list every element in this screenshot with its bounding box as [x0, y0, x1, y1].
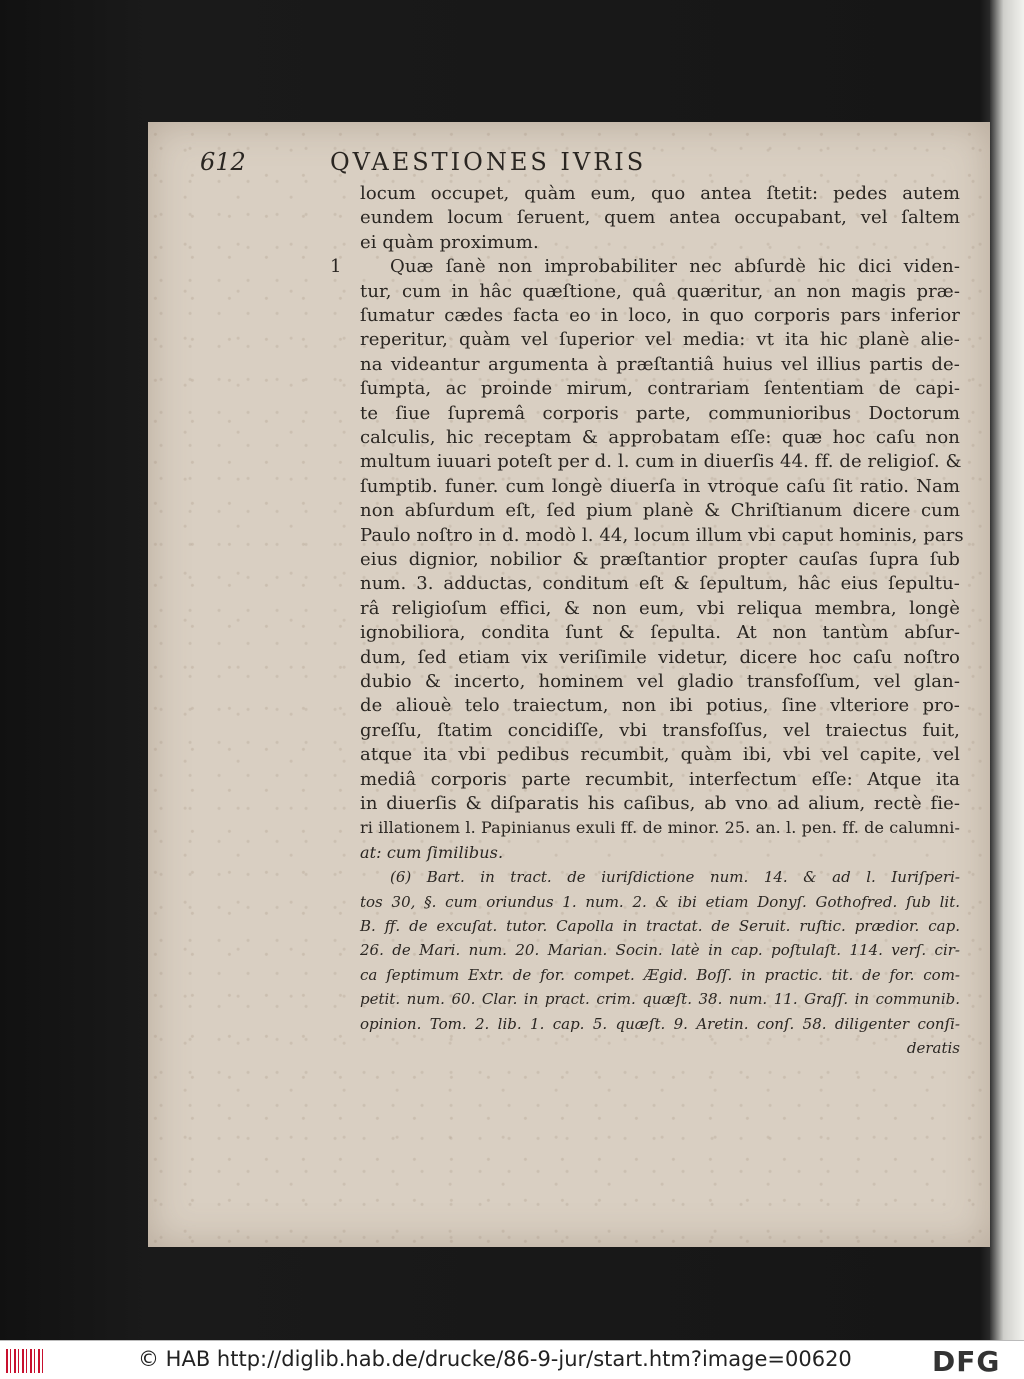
text-line: atque ita vbi pedibus recumbit, quàm ibi, vbi vel capite, vel — [360, 744, 960, 766]
note-line: opinion. Tom. 2. lib. 1. cap. 5. quæſt. 9. Aretin. conſ. 58. diligenter conſi- — [360, 1014, 960, 1033]
note-line: petit. num. 60. Clar. in pract. crim. quæſt. 38. num. 11. Graſſ. in communib. — [360, 990, 960, 1009]
note-line: tos 30, §. cum oriundus 1. num. 2. & ibi etiam Donyſ. Gothofred. ſub lit. — [360, 892, 960, 911]
text-line: non abſurdum eſt, ſed pium planè & Chriſtianum dicere cum — [360, 500, 960, 522]
adjacent-page-edge — [990, 0, 1024, 1340]
text-line: multum iuuari poteſt per d. l. cum in diuerſis 44. ff. de religioſ. & — [360, 451, 962, 473]
page-number: 612 — [200, 148, 246, 176]
text-line: ſumptib. funer. cum longè diuerſa in vtroque caſu ſit ratio. Nam — [360, 475, 960, 497]
text-line: ri illationem l. Papinianus exuli ff. de minor. 25. an. l. pen. ff. de calumni- — [360, 818, 960, 838]
text-line: ſumpta, ac proinde mirum, contrariam ſententiam de capi- — [360, 378, 960, 400]
note-line: ca ſeptimum Extr. de for. compet. Ægid. Boſſ. in practic. tit. de for. com- — [360, 965, 960, 984]
note-line: B. ff. de excuſat. tutor. Capolla in tractat. de Seruit. ruſtic. prædior. cap. — [360, 917, 960, 935]
text-line: de aliouè telo traiectum, non ibi potius, ſine vlteriore pro- — [360, 695, 960, 717]
text-line: calculis, hic receptam & approbatam eſſe: quæ hoc caſu non — [360, 427, 960, 448]
text-line: eius dignior, nobilior & præſtantior propter cauſas ſupra ſub — [360, 549, 960, 570]
note-line: 26. de Mari. num. 20. Marian. Socin. latè in cap. poſtulaſt. 114. verſ. cir- — [360, 941, 960, 960]
note-line: deratis — [906, 1039, 960, 1057]
text-line: na videantur argumenta à præſtantiâ huius vel illius partis de- — [360, 353, 960, 375]
viewer-footer — [0, 1340, 1024, 1379]
text-line: râ religioſum effici, & non eum, vbi reliqua membra, longè — [360, 597, 960, 619]
dfg-logo: DFG — [932, 1345, 1001, 1378]
footer-credit-link[interactable]: © HAB http://diglib.hab.de/drucke/86-9-jur/start.htm?image=00620 — [138, 1347, 852, 1371]
text-line: dum, ſed etiam vix veriſimile videtur, dicere hoc caſu noſtro — [360, 646, 960, 668]
text-line: mediâ corporis parte recumbit, interfectum eſſe: Atque ita — [360, 768, 960, 790]
text-line: te ſiue ſupremâ corporis parte, communioribus Doctorum — [360, 402, 960, 424]
text-line: greſſu, ſtatim concidiſſe, vbi transfoſſus, vel traiectus fuit, — [360, 719, 960, 741]
text-line: ei quàm proximum. — [360, 231, 539, 253]
barcode-icon — [6, 1349, 46, 1373]
page-header — [200, 148, 960, 182]
text-line: locum occupet, quàm eum, quo antea ſtetit: pedes autem — [360, 183, 960, 204]
running-title: QVAESTIONES IVRIS — [330, 148, 647, 176]
note-line: (6) Bart. in tract. de iuriſdictione num. 14. & ad l. Iuriſperi- — [390, 868, 960, 887]
text-line: reperitur, quàm vel ſuperior vel media: vt ita hic planè alie- — [360, 329, 960, 351]
text-line: at: cum ſimilibus. — [360, 842, 504, 862]
text-line: ignobiliora, condita ſunt & ſepulta. At non tantùm abſur- — [360, 622, 960, 644]
text-line: Paulo noſtro in d. modò l. 44, locum illum vbi caput hominis, pars — [360, 524, 964, 546]
text-line: dubio & incerto, hominem vel gladio transfoſſum, vel glan- — [360, 671, 960, 692]
text-line: in diuerſis & diſparatis his caſibus, ab vno ad alium, rectè fie- — [360, 793, 960, 814]
text-line: ſumatur cædes facta eo in loco, in quo corporis pars inferior — [360, 305, 960, 326]
margin-number: 1 — [330, 256, 342, 278]
text-line: tur, cum in hâc quæſtione, quâ quæritur, an non magis præ- — [360, 280, 960, 302]
text-line: Quæ ſanè non improbabiliter nec abſurdè hic dici viden- — [390, 256, 960, 278]
text-line: eundem locum ſeruent, quem antea occupabant, vel ſaltem — [360, 207, 960, 229]
text-line: num. 3. adductas, conditum eſt & ſepultum, hâc eius ſepultu- — [360, 573, 960, 595]
